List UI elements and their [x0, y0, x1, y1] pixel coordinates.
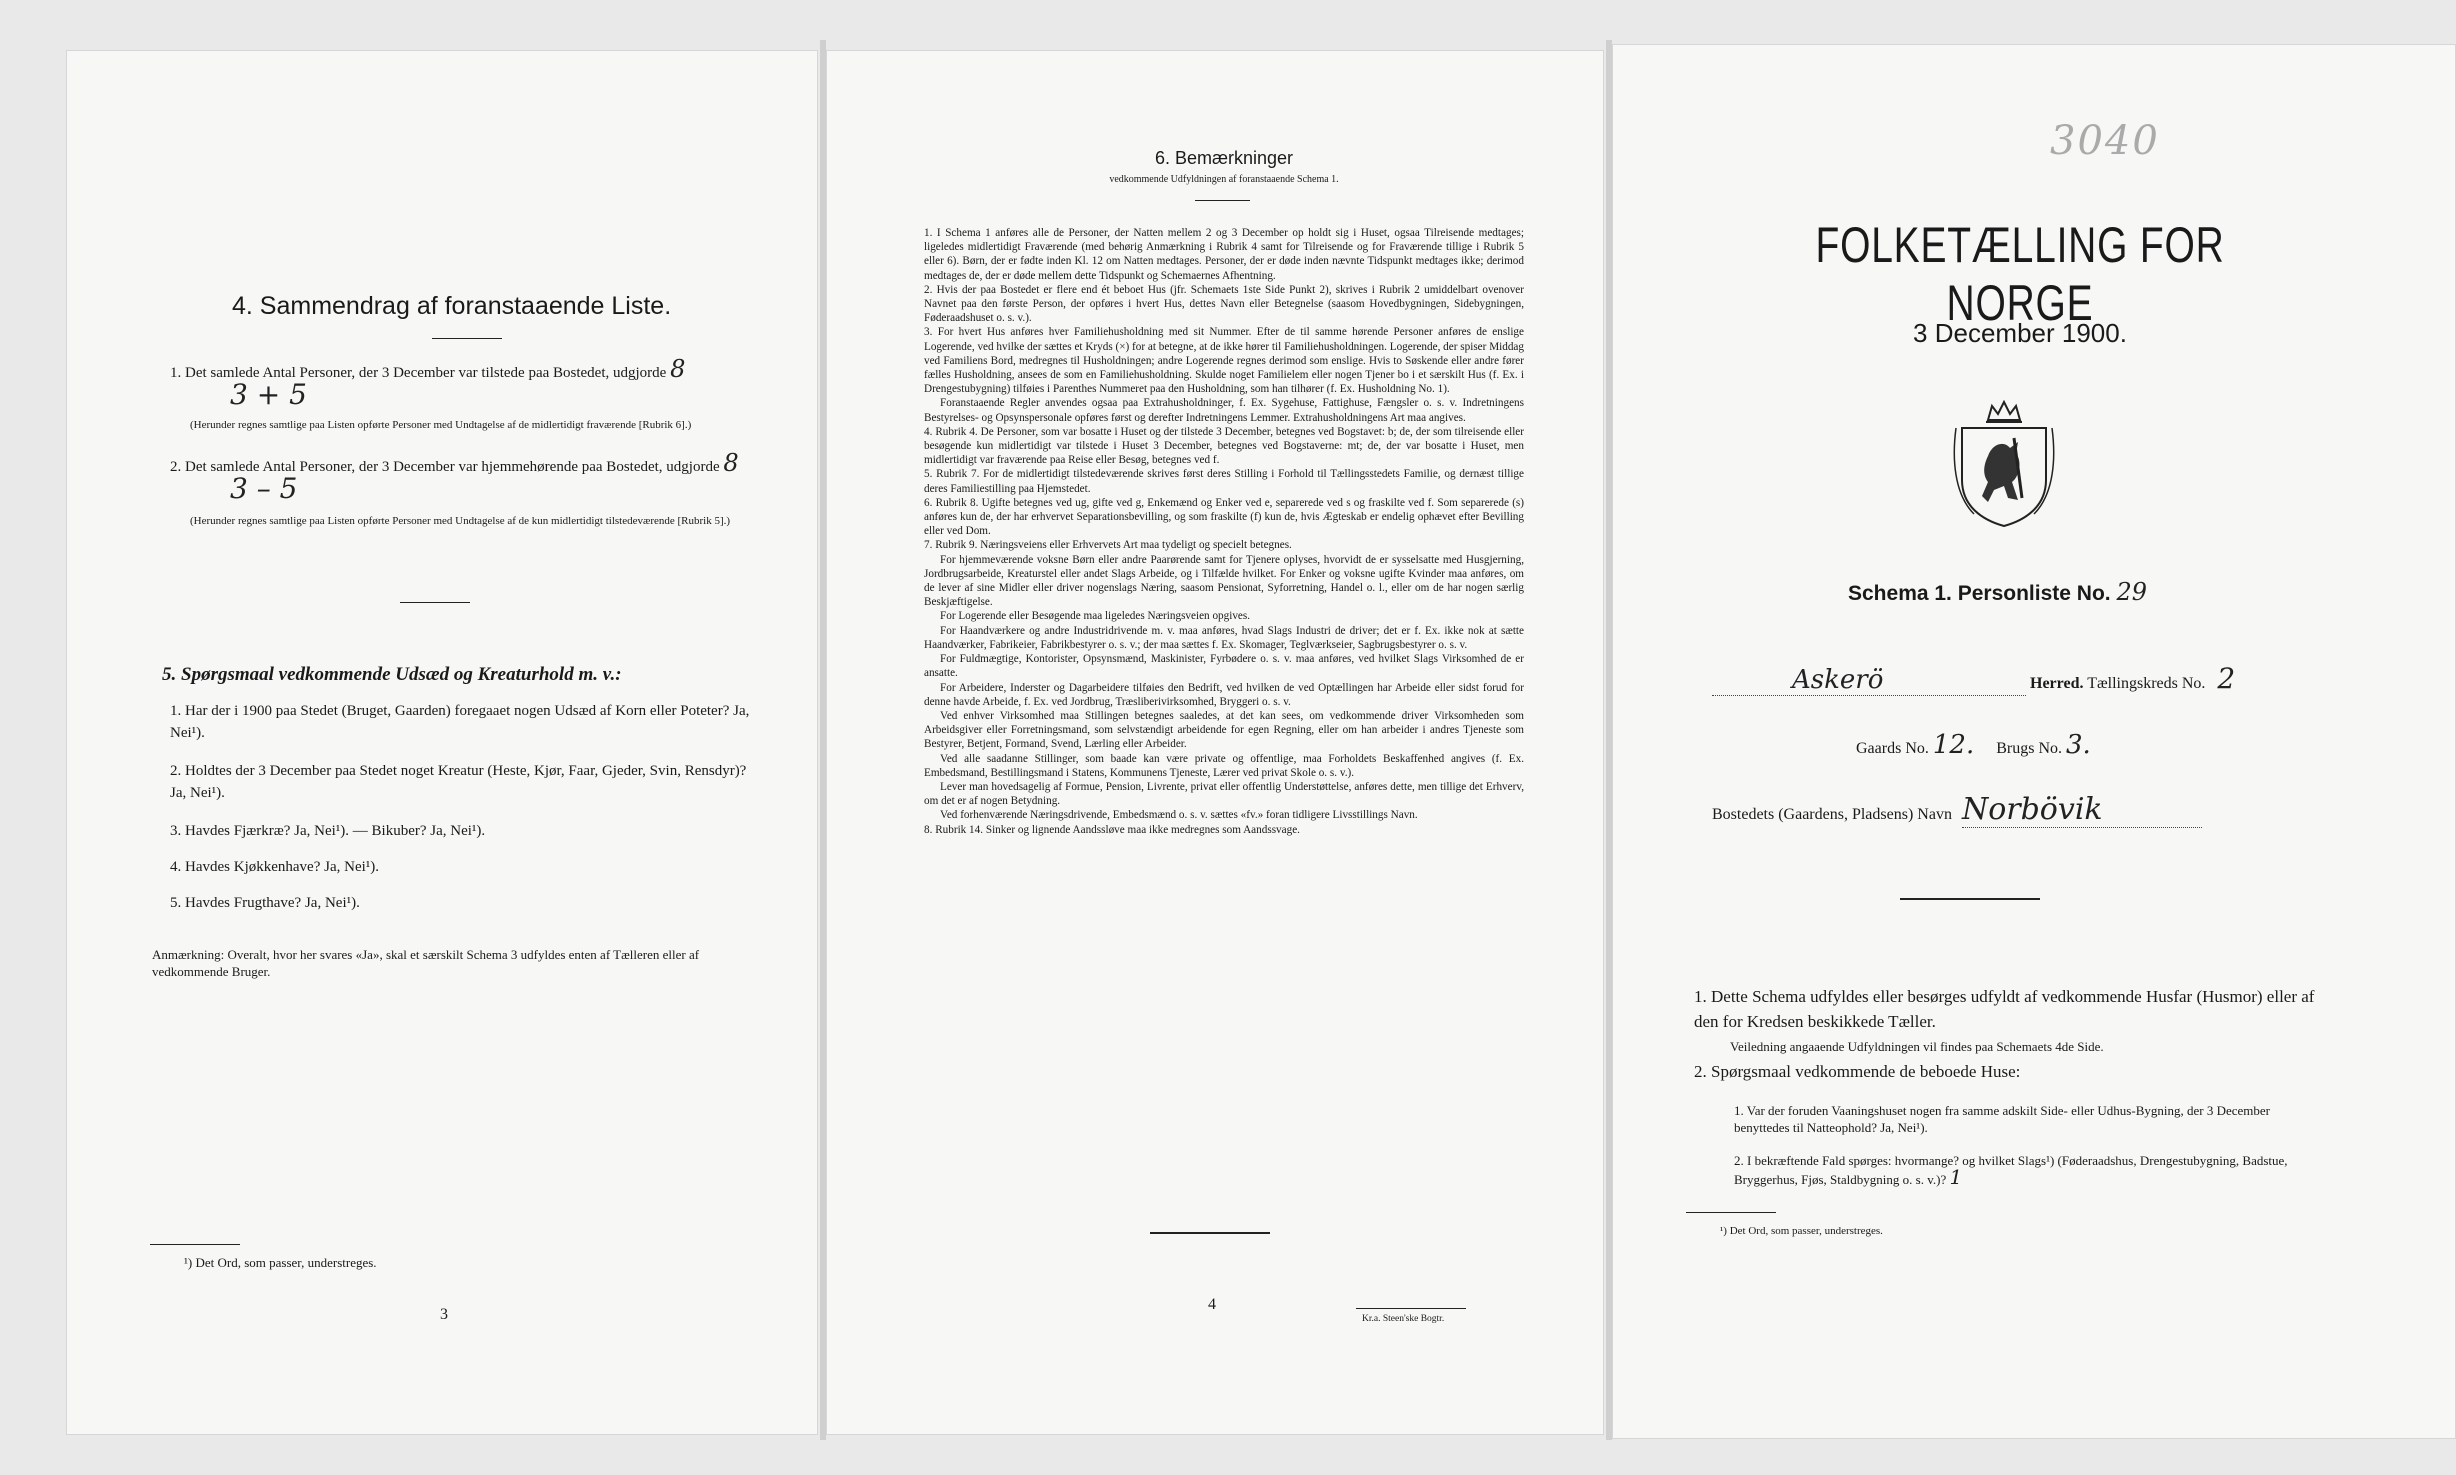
divider: [1195, 200, 1250, 201]
instruction-2: 2. Spørgsmaal vedkommende de beboede Huse:: [1694, 1062, 2021, 1081]
summary-item-1-handwriting: 3 + 5: [230, 378, 307, 411]
herred-label: Herred.: [2030, 675, 2084, 692]
instruction-1-note: Veiledning angaaende Udfyldningen vil findes paa Schemaets 4de Side.: [1730, 1039, 2104, 1054]
footnote-divider: [1686, 1212, 1776, 1213]
bosted-label: Bostedets (Gaardens, Pladsens) Navn: [1712, 806, 1952, 823]
remarks-paragraph: 3. For hvert Hus anføres hver Familiehusholdning med sit Nummer. Efter de til samme hørende Personer anføres de enslige Logerende, ved hvilke der sættes et Kryds (×) for at betegne, at de ikke hører til Familiehusholdningen. Logerende, der spiser Middag ved Familiens Bord, medregnes til Husholdningen; andre Logerende regnes derimod som enslige. Hvis to Søskende eller andre fører fælles Husholdning, ansees de som en Familiehusholdning. Skulde noget Familielem eller nogen Tjener bo i et særskilt Hus (f. Ex. i Drengestubygning) tilføies i Parenthes Nummeret paa den Husholdning, som han tilhører (f. Ex. Husholdning No. 1).: [924, 326, 1524, 396]
gaards-value: 12.: [1932, 730, 1975, 760]
brugs-label: Brugs No.: [1996, 740, 2063, 757]
footnote: ¹) Det Ord, som passer, understreges.: [184, 1255, 377, 1270]
remark: Anmærkning: Overalt, hvor her svares «Ja», skal et særskilt Schema 3 udfyldes enten af Tælleren eller af vedkommende Bruger.: [152, 947, 700, 979]
instruction-2b-text: 2. I bekræftende Fald spørges: hvormange? og hvilket Slags¹) (Føderaadshus, Drengestubygning, Badstue, Bryggerhus, Fjøs, Staldbygning o. s. v.)?: [1734, 1153, 2288, 1187]
remarks-paragraph: Foranstaaende Regler anvendes ogsaa paa Extrahusholdninger, f. Ex. Sygehuse, Fattighuse, Fængsler o. s. v. Indretningens Bestyrelses- og Opsynspersonale opføres først og derefter Indretningens Lemmer. Extrahusholdningens Art maa angives.: [924, 397, 1524, 424]
instruction-2a: 1. Var der foruden Vaaningshuset nogen fra samme adskilt Side- eller Udhus-Bygning, der 3 December benyttedes til Natteophold? Ja, Nei¹).: [1734, 1103, 2270, 1135]
question-2: 2. Holdtes der 3 December paa Stedet noget Kreatur (Heste, Kjør, Faar, Gjeder, Svin, Rensdyr)? Ja, Nei¹).: [170, 763, 747, 801]
remarks-paragraph: Lever man hovedsagelig af Formue, Pension, Livrente, privat eller offentlig Understøttelse, anføres dette, men tillige det Erhverv, om det er af nogen Betydning.: [924, 780, 1524, 808]
divider: [432, 338, 502, 339]
instruction-2b-value: 1: [1949, 1165, 1963, 1189]
summary-item-1-note: (Herunder regnes samtlige paa Listen opførte Personer med Undtagelse af de midlertidigt fraværende [Rubrik 6].): [190, 419, 692, 431]
schema-line: [1848, 578, 2147, 606]
ornament-divider: [1900, 898, 2040, 900]
remarks-paragraph: 2. Hvis der paa Bostedet er flere end ét beboet Hus (jfr. Schemaets 1ste Side Punkt 2), skrives i Rubrik 2 umiddelbart ovenover Navnet paa den første Person, der opføres i hvert Hus, dettes Navn eller Betegnelse (saasom Hovedbygningen, Sidebygningen, Føderaadshuset o. s. v.).: [924, 283, 1524, 325]
remarks-paragraph: Ved enhver Virksomhed maa Stillingen betegnes saaledes, at det kan sees, om vedkommende driver Virksomheden som Arbeidsgiver eller Forretningsmand, som selvstændigt arbeidende for egen Regning, eller om han arbeider i andres Tjeneste som Bestyrer, Betjent, Formand, Svend, Lærling eller Arbeider.: [924, 709, 1524, 751]
remarks-paragraph: 1. I Schema 1 anføres alle de Personer, der Natten mellem 2 og 3 December op holdt sig i Huset, ogsaa Tilreisende medtages; ligeledes midlertidigt Fraværende (med behørig Anmærkning i Rubrik 4 samt for Tilreisende og for Fraværende tillige i Rubrik 5 eller 6). Børn, der er fødte inden Kl. 12 om Natten medtages. Personer, der er døde inden nævnte Tidspunkt medtages ikke; derimod medtages de, der er døde mellem dette Tidspunkt og Schemaernes Afhentning.: [924, 227, 1524, 282]
divider: [400, 602, 470, 603]
page-fold: [1606, 40, 1612, 1440]
brugs-value: 3.: [2066, 730, 2091, 760]
summary-item-2-value: 8: [723, 449, 739, 477]
page-number: 3: [440, 1306, 448, 1323]
printer-credit: Kr.a. Steen'ske Bogtr.: [1362, 1314, 1445, 1324]
remarks-paragraph: 8. Rubrik 14. Sinker og lignende Aandssløve maa ikke medregnes som Aandssvage.: [924, 823, 1300, 836]
kreds-label: Tællingskreds No.: [2087, 675, 2206, 692]
bosted-value: Norbövik: [1961, 792, 2103, 827]
document-title: FOLKETÆLLING FOR NORGE: [1815, 217, 2225, 331]
remarks-paragraph: 7. Rubrik 9. Næringsveiens eller Erhvervets Art maa tydeligt og specielt betegnes.: [924, 539, 1292, 552]
remarks-paragraph: For Logerende eller Besøgende maa ligeledes Næringsveien opgives.: [940, 610, 1251, 623]
document-date: 3 December 1900.: [1913, 318, 2127, 348]
summary-item-2-text: 2. Det samlede Antal Personer, der 3 December var hjemmehørende paa Bostedet, udgjorde: [170, 459, 720, 475]
page-fold: [820, 40, 826, 1440]
printer-divider: [1356, 1308, 1466, 1309]
remarks-paragraph: For hjemmeværende voksne Børn eller andre Paarørende samt for Tjenere oplyses, hvorvidt de er sysselsatte med Husgjerning, Jordbrugsarbeide, Kreaturstel eller andet Slags Arbeide, og i Tilfælde hvilket. For Enker og voksne ugifte Kvinder maa anføres, om de lever af sine Midler eller driver nogenslags Næring, saasom Pensionat, Syforretning, Handel o. l., eller om de har nogen særlig Beskjæftigelse.: [924, 553, 1524, 609]
question-5: 5. Havdes Frugthave? Ja, Nei¹).: [170, 895, 360, 911]
summary-item-1: [170, 355, 760, 411]
remarks-body: [924, 226, 1524, 837]
footnote: ¹) Det Ord, som passer, understreges.: [1720, 1225, 1883, 1237]
question-4: 4. Havdes Kjøkkenhave? Ja, Nei¹).: [170, 859, 380, 875]
summary-item-2: [170, 449, 760, 505]
footnote-divider: [150, 1244, 240, 1245]
gaards-label: Gaards No.: [1856, 740, 1929, 757]
remarks-heading: 6. Bemærkninger: [1154, 148, 1294, 168]
question-1: 1. Har der i 1900 paa Stedet (Bruget, Gaarden) foregaaet nogen Udsæd af Korn eller Poteter? Ja, Nei¹).: [170, 703, 750, 741]
page-number: 4: [1208, 1296, 1216, 1313]
archive-number: 3040: [2050, 118, 2160, 164]
bosted-line: [1712, 792, 2202, 828]
remarks-paragraph: For Arbeidere, Inderster og Dagarbeidere tilføies den Bedrift, ved hvilken de ved Optællingen har Arbeide eller sidst forud for denne havde Arbeide, f. Ex. ved Jordbrug, Træsliberivirksomhed, Bryggeri o. s. v.: [924, 681, 1524, 708]
kreds-value: 2: [2217, 662, 2236, 695]
remarks-paragraph: Ved alle saadanne Stillinger, som baade kan være private og offentlige, maa Forholdets Beskaffenhed angives (f. Ex. Embedsmand, Bestillingsmand i Statens, Kommunens Tjeneste, Lærer ved privat Skole o. s. v.).: [924, 752, 1524, 779]
summary-item-1-value: 8: [670, 355, 686, 383]
schema-number: 29: [2116, 578, 2147, 606]
divider: [1150, 1232, 1270, 1234]
remarks-paragraph: For Haandværkere og andre Industridrivende m. v. maa anføres, hvad Slags Industri de driver; det er f. Ex. ikke nok at sætte Haandværker, Fabrikeier, Fabrikbestyrer o. s. v.; der maa sættes f. Ex. Skomager, Teglværkseier, Sagbrugsbestyrer o. s. v.: [924, 624, 1524, 651]
summary-heading: 4. Sammendrag af foranstaaende Liste.: [232, 292, 672, 320]
remarks-paragraph: 4. Rubrik 4. De Personer, som var bosatte i Huset og der tilstede 3 December, betegnes ved Bogstavet: b; de, der som tilreisende eller besøgende kun midlertidigt var tilstede i Huset 3 December, betegnes ved Bogstaverne: mt; de, der var bosatte i Huset, men midlertidigt var fraværende paa Reise eller Besøg, betegnes ved f.: [924, 425, 1524, 467]
remarks-paragraph: For Fuldmægtige, Kontorister, Opsynsmænd, Maskinister, Fyrbødere o. s. v. maa anføres, ved hvilket Slags Virksomhed de er ansatte.: [924, 653, 1524, 680]
instruction-2b: [1734, 1152, 2304, 1188]
instruction-1: 1. Dette Schema udfyldes eller besørges udfyldt af vedkommende Husfar (Husmor) eller af den for Kredsen beskikkede Tæller.: [1694, 987, 2315, 1031]
summary-item-2-note: (Herunder regnes samtlige paa Listen opførte Personer med Undtagelse af de kun midlertidigt tilstedeværende [Rubrik 5].): [190, 515, 731, 527]
herred-value: Askerö: [1792, 665, 1884, 695]
remarks-subheading: vedkommende Udfyldningen af foranstaaende Schema 1.: [1109, 174, 1339, 185]
question-3: 3. Havdes Fjærkræ? Ja, Nei¹). — Bikuber? Ja, Nei¹).: [170, 823, 486, 839]
summary-item-1-text: 1. Det samlede Antal Personer, der 3 December var tilstede paa Bostedet, udgjorde: [170, 365, 667, 381]
remarks-paragraph: 5. Rubrik 7. For de midlertidigt tilstedeværende skrives først deres Stilling i Forhold til Tællingsstedets Familie, og dernæst tillige deres Familiestilling paa Hjemstedet.: [924, 468, 1524, 495]
questions-heading: 5. Spørgsmaal vedkommende Udsæd og Kreaturhold m. v.:: [162, 664, 622, 685]
gaards-line: [1856, 730, 2091, 760]
coat-of-arms-icon: [1948, 398, 2060, 530]
summary-item-2-handwriting: 3 – 5: [230, 472, 298, 505]
remarks-paragraph: 6. Rubrik 8. Ugifte betegnes ved ug, gifte ved g, Enkemænd og Enker ved e, separerede ved s og fraskilte ved f. Som separerede (s) anføres kun de, der har erhvervet Separationsbevilling, og som fraskilte (f) kun de, hvis Ægteskab er endelig ophævet efter Bevilling eller ved Dom.: [924, 496, 1524, 538]
remarks-paragraph: Ved forhenværende Næringsdrivende, Embedsmænd o. s. v. sættes «fv.» foran tidligere Livsstillings Navn.: [940, 809, 1418, 822]
herred-line: [1712, 662, 2322, 696]
schema-label: Schema 1. Personliste No.: [1848, 582, 2111, 605]
